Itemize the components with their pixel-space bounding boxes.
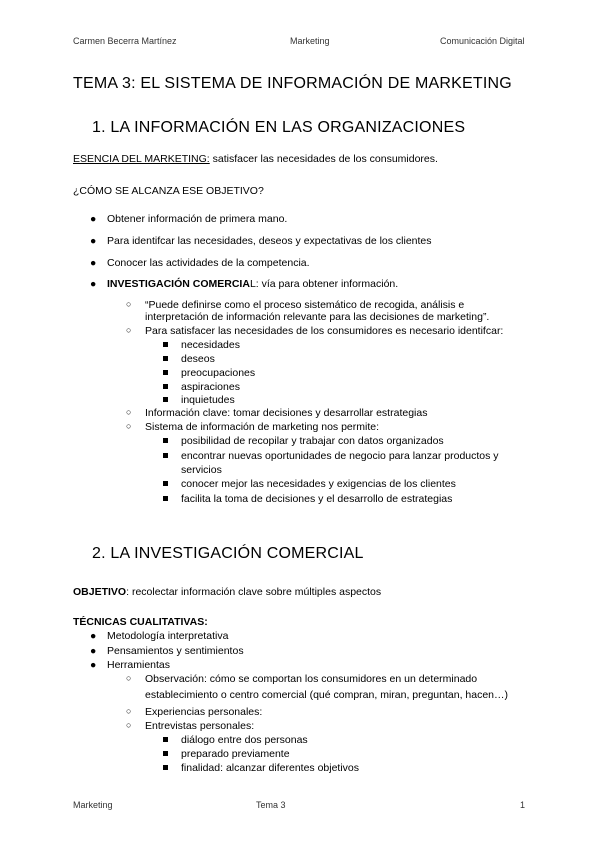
- list-item-text-line-2: servicios: [181, 464, 222, 476]
- header-course: Comunicación Digital: [440, 36, 525, 46]
- bullet-icon: ●: [90, 213, 97, 225]
- list-item-text: facilita la toma de decisiones y el desarrollo de estrategias: [181, 493, 453, 505]
- circle-bullet-icon: ○: [126, 407, 132, 417]
- observacion-line-1: Observación: cómo se comportan los consumidores en un determinado: [145, 673, 478, 685]
- essence-line: [73, 153, 438, 165]
- square-bullet-icon: [163, 356, 168, 361]
- bullet-icon: ●: [90, 659, 97, 671]
- square-bullet-icon: [163, 751, 168, 756]
- observacion-line-2: establecimiento o centro comercial (qué compran, miran, preguntan, hacen…): [145, 689, 509, 701]
- square-bullet-icon: [163, 370, 168, 375]
- bullet-icon: ●: [90, 630, 97, 642]
- section2-heading: 2. LA INVESTIGACIÓN COMERCIAL: [92, 545, 364, 562]
- definition-line-1: “Puede definirse como el proceso sistemático de recogida, análisis e: [145, 299, 465, 311]
- objective-question: ¿CÓMO SE ALCANZA ESE OBJETIVO?: [73, 185, 264, 197]
- circle-bullet-icon: ○: [126, 325, 132, 335]
- essence-text: satisfacer las necesidades de los consumidores.: [209, 153, 438, 165]
- list-item-text: Sistema de información de marketing nos permite:: [145, 421, 380, 433]
- list-item-text: finalidad: alcanzar diferentes objetivos: [181, 762, 360, 774]
- square-bullet-icon: [163, 384, 168, 389]
- essence-label: ESENCIA DEL MARKETING:: [73, 153, 210, 165]
- header-subject: Marketing: [290, 36, 330, 46]
- footer-subject: Marketing: [73, 800, 113, 810]
- list-item-text: preparado previamente: [181, 748, 290, 760]
- list-item-text: inquietudes: [181, 394, 235, 406]
- objetivo-line: [73, 586, 381, 598]
- list-item-text: Obtener información de primera mano.: [107, 213, 288, 225]
- list-item-text: deseos: [181, 353, 215, 365]
- square-bullet-icon: [163, 453, 168, 458]
- circle-bullet-icon: ○: [126, 706, 132, 716]
- list-item-text: conocer mejor las necesidades y exigencias de los clientes: [181, 478, 456, 490]
- list-item-text: Experiencias personales:: [145, 706, 263, 718]
- list-item-text: Para identifcar las necesidades, deseos y expectativas de los clientes: [107, 235, 432, 247]
- list-item-text: Información clave: tomar decisiones y desarrollar estrategias: [145, 407, 428, 419]
- list-item-text: necesidades: [181, 339, 240, 351]
- objetivo-text: : recolectar información clave sobre múltiples aspectos: [126, 586, 382, 598]
- list-item-text: preocupaciones: [181, 367, 256, 379]
- square-bullet-icon: [163, 765, 168, 770]
- list-item-text: diálogo entre dos personas: [181, 734, 308, 746]
- list-item-text: Para satisfacer las necesidades de los consumidores es necesario identifcar:: [145, 325, 504, 337]
- list-item-text: Metodología interpretativa: [107, 630, 229, 642]
- square-bullet-icon: [163, 481, 168, 486]
- square-bullet-icon: [163, 737, 168, 742]
- definition-line-2: interpretación de información relevante para las decisiones de marketing”.: [145, 311, 490, 323]
- list-item-text: Entrevistas personales:: [145, 720, 255, 732]
- square-bullet-icon: [163, 438, 168, 443]
- circle-bullet-icon: ○: [126, 299, 132, 309]
- list-item-text: aspiraciones: [181, 381, 240, 393]
- bullet-icon: ●: [90, 645, 97, 657]
- circle-bullet-icon: ○: [126, 673, 132, 683]
- page-number: 1: [520, 800, 526, 810]
- objetivo-label: OBJETIVO: [73, 586, 127, 598]
- bullet-icon: ●: [90, 235, 97, 247]
- bullet-icon: ●: [90, 257, 97, 269]
- square-bullet-icon: [163, 496, 168, 501]
- section1-heading: 1. LA INFORMACIÓN EN LAS ORGANIZACIONES: [92, 119, 466, 136]
- circle-bullet-icon: ○: [126, 421, 132, 431]
- list-item-text: Herramientas: [107, 659, 171, 671]
- header-author: Carmen Becerra Martínez: [73, 36, 177, 46]
- list-item-text: Conocer las actividades de la competencia.: [107, 257, 310, 269]
- list-item-text-line-1: encontrar nuevas oportunidades de negocio para lanzar productos y: [181, 450, 499, 462]
- tecnicas-heading: TÉCNICAS CUALITATIVAS:: [73, 616, 208, 628]
- list-item-text: Pensamientos y sentimientos: [107, 645, 244, 657]
- square-bullet-icon: [163, 342, 168, 347]
- bullet-icon: ●: [90, 278, 97, 290]
- square-bullet-icon: [163, 397, 168, 402]
- footer-topic: Tema 3: [256, 800, 286, 810]
- list-item-text: INVESTIGACIÓN COMERCIAL: vía para obtener información.: [107, 278, 399, 290]
- page-title: TEMA 3: EL SISTEMA DE INFORMACIÓN DE MARKETING: [73, 75, 512, 92]
- list-item-text: posibilidad de recopilar y trabajar con datos organizados: [181, 435, 444, 447]
- circle-bullet-icon: ○: [126, 720, 132, 730]
